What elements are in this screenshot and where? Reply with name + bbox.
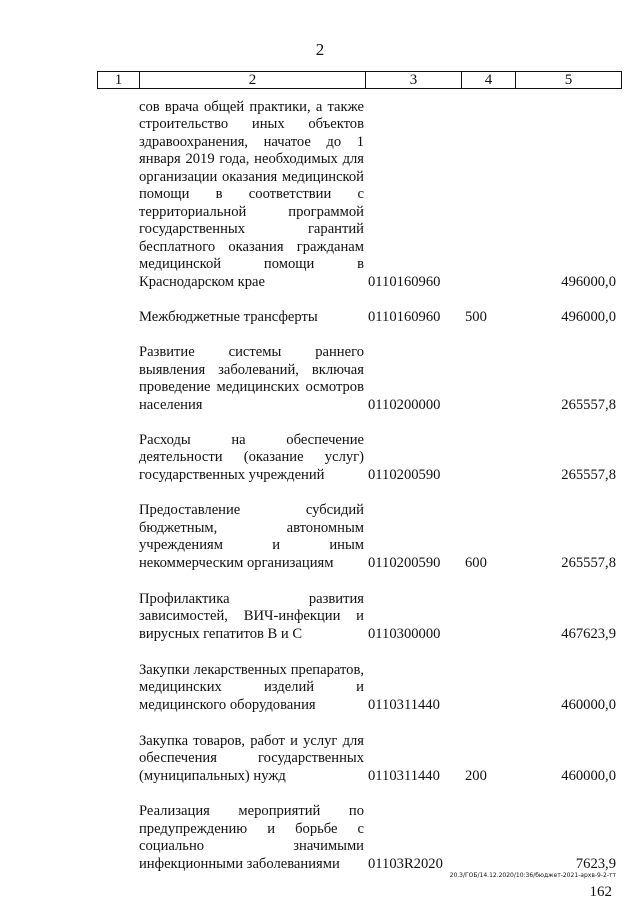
row-sum: 460000,0 xyxy=(561,767,616,784)
row-sum: 496000,0 xyxy=(561,308,616,325)
row-name: Предоставление субсидий бюджетным, автономным учреждениям и иным некоммерческим организациям xyxy=(139,502,364,571)
header-col-5: 5 xyxy=(516,72,622,89)
table-row xyxy=(0,643,640,714)
row-name: Развитие системы раннего выявления заболеваний, включая проведение медицинских осмотров населения xyxy=(139,344,364,413)
row-name: Расходы на обеспечение деятельности (оказание услуг) государственных учреждений xyxy=(139,431,364,483)
page-number-bottom: 162 xyxy=(589,884,612,900)
row-code: 0110200590 xyxy=(368,466,441,483)
row-code: 0110200590 xyxy=(368,554,441,571)
footer-document-code: 20.3/ГОБ/14.12.2020/10:36/бюджет-2021-архв-9-2-тт xyxy=(449,872,616,879)
header-col-4: 4 xyxy=(462,72,516,89)
table-row xyxy=(0,414,640,484)
row-sum: 265557,8 xyxy=(561,396,616,413)
table-row xyxy=(0,291,640,326)
row-name: Профилактика развития зависимостей, ВИЧ-инфекции и вирусных гепатитов В и С xyxy=(139,590,364,642)
row-sum: 265557,8 xyxy=(561,554,616,571)
row-name: Межбюджетные трансферты xyxy=(139,308,318,325)
table-row xyxy=(0,91,640,291)
table-row xyxy=(0,326,640,414)
row-code: 0110200000 xyxy=(368,396,441,413)
row-name: Закупки лекарственных препаратов, медицинских изделий и медицинского оборудования xyxy=(139,661,364,713)
row-type: 200 xyxy=(465,767,487,784)
row-code: 0110300000 xyxy=(368,625,441,642)
header-col-2: 2 xyxy=(140,72,366,89)
row-sum: 460000,0 xyxy=(561,696,616,713)
row-sum: 467623,9 xyxy=(561,625,616,642)
table-row xyxy=(0,714,640,785)
table-row xyxy=(0,572,640,643)
row-sum: 7623,9 xyxy=(575,855,616,872)
row-type: 500 xyxy=(465,308,487,325)
table-row xyxy=(0,785,640,873)
row-code: 0110160960 xyxy=(368,273,441,290)
table-body xyxy=(0,91,640,873)
row-sum: 265557,8 xyxy=(561,466,616,483)
row-type: 600 xyxy=(465,554,487,571)
header-col-3: 3 xyxy=(366,72,462,89)
row-name: сов врача общей практики, а также строительство иных объектов здравоохранения, начатое до 1 января 2019 года, необходимых для организации оказания медицинской помощи в соответствии с территориальной программой государственных гарантий бесплатного оказания гражданам медицинской помощи в Краснодарском крае xyxy=(139,98,364,290)
row-code: 0110160960 xyxy=(368,308,441,325)
row-name: Реализация мероприятий по предупреждению и борьбе с социально значимыми инфекционными заболеваниями xyxy=(139,803,364,872)
row-code: 01103R2020 xyxy=(368,855,443,872)
table-row xyxy=(0,484,640,572)
row-code: 0110311440 xyxy=(368,696,440,713)
row-sum: 496000,0 xyxy=(561,273,616,290)
header-col-1: 1 xyxy=(98,72,140,89)
row-name: Закупка товаров, работ и услуг для обеспечения государственных (муниципальных) нужд xyxy=(139,732,364,784)
page-number-top: 2 xyxy=(315,40,325,59)
table-header xyxy=(97,71,622,89)
row-code: 0110311440 xyxy=(368,767,440,784)
